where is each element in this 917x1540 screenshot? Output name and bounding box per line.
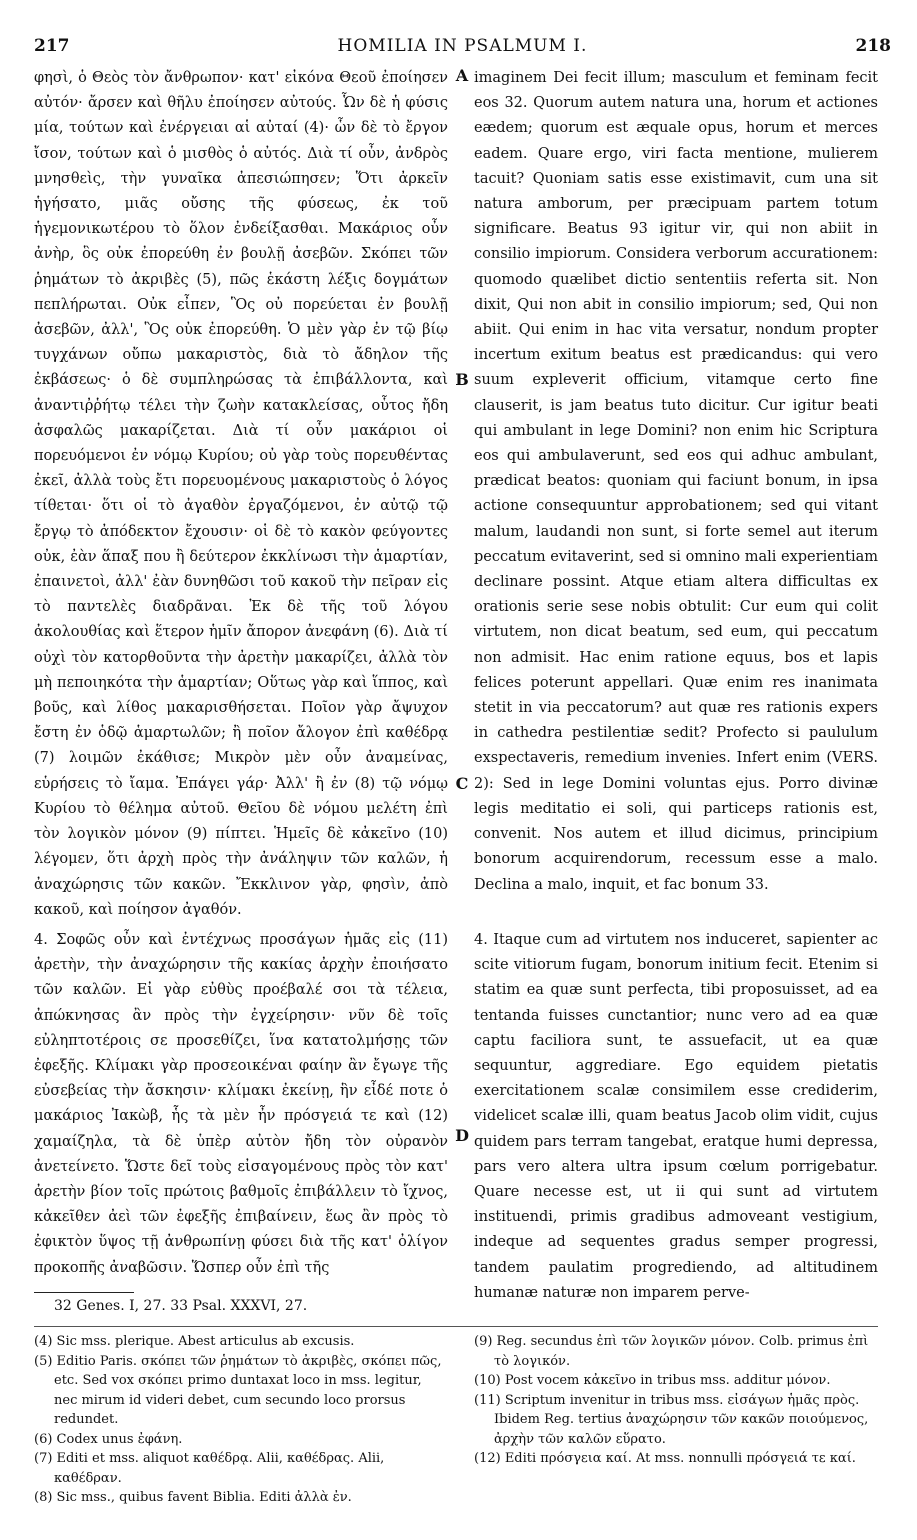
scripture-references: 32 Genes. I, 27. 33 Psal. XXXVI, 27.	[54, 1298, 308, 1314]
footnote-10: (10) Post vocem κἀκεῖνο in tribus mss. additur μόνον.	[474, 1373, 831, 1388]
latin-paragraph-4: 4. Itaque cum ad virtutem nos induceret, sapienter ac scite vitiorum fugam, bonorum initium fecit. Etenim si statim ea quæ sunt perfecta, tibi proposuisset, ad ea tentanda fuisses cunctantior; nunc vero ad ea quæ captu faciliora sunt, te assuefacit, ut ea quæ sequuntur, aggrediare. Ego equidem pietatis exercitationem scalæ consimilem esse crediderim, videlicet scalæ illi, quam beatus Jacob olim vidit, cujus quidem pars terram tangebat, eratque humi depressa, pars vero altera ultra ipsum cœlum porrigebatur. Quare necesse est, ut ii qui sunt ad virtutem instituendi, primis gradibus admoveant vestigium, indeque ad sequentes gradus semper progressi, tandem paulatim progrediendo, ad altitudinem humanæ naturæ non imparem perve-	[474, 932, 878, 1301]
footnote-7: (7) Editi et mss. aliquot καθέδρᾳ. Alii, καθέδρας. Alii, καθέδραν.	[34, 1451, 385, 1486]
footnote-8: (8) Sic mss., quibus favent Biblia. Editi ἀλλὰ ἐν.	[34, 1490, 352, 1505]
latin-column-top	[474, 66, 878, 898]
footnote-4: (4) Sic mss. plerique. Abest articulus ab excusis.	[34, 1334, 355, 1349]
margin-marker-b: B	[455, 370, 469, 389]
page-header	[34, 36, 891, 60]
footnotes-rule	[34, 1326, 878, 1327]
greek-paragraph-4: 4. Σοφῶς οὖν καὶ ἐντέχνως προσάγων ἡμᾶς εἰς (11) ἀρετὴν, τὴν ἀναχώρησιν τῆς κακίας ἀρχὴν ἐποιήσατο τῶν καλῶν. Εἰ γὰρ εὐθὺς προέβαλέ σοι τὰ τέλεια, ἀπώκνησας ἂν πρὸς τὴν ἐγχείρησιν· νῦν δὲ τοῖς εὐληπτοτέροις σε προσεθίζει, ἵνα κατατολμήσῃς τῶν ἐφεξῆς. Κλίμακι γὰρ προσεοικέναι φαίην ἂν ἔγωγε τῆς εὐσεβείας τὴν ἄσκησιν· κλίμακι ἐκείνῃ, ἣν εἶδέ ποτε ὁ μακάριος Ἰακὼβ, ἧς τὰ μὲν ἦν πρόσγειά τε καὶ (12) χαμαίζηλα, τὰ δὲ ὑπὲρ αὐτὸν ἤδη τὸν οὐρανὸν ἀνετείνετο. Ὥστε δεῖ τοὺς εἰσαγομένους πρὸς τὸν κατ' ἀρετὴν βίον τοῖς πρώτοις βαθμοῖς ἐπιβάλλειν τὸ ἴχνος, κἀκεῖθεν ἀεὶ τῶν ἐφεξῆς ἐπιβαίνειν, ἕως ἂν πρὸς τὸ ἐφικτὸν ὕψος τῇ ἀνθρωπίνῃ φύσει διὰ τῆς κατ' ὀλίγον προκοπῆς ἀναβῶσιν. Ὥσπερ οὖν ἐπὶ τῆς	[34, 932, 448, 1276]
latin-column-bottom	[474, 928, 878, 1306]
footnote-5: (5) Editio Paris. σκόπει τῶν ῥημάτων τὸ ἀκριβὲς, σκόπει πῶς, etc. Sed vox σκόπει primo duntaxat loco in mss. legitur, nec mirum id videri debet, cum secundo loco prorsus redundet.	[34, 1353, 442, 1427]
page-number-left: 217	[34, 36, 70, 56]
greek-paragraph-3: φησὶ, ὁ Θεὸς τὸν ἄνθρωπον· κατ' εἰκόνα Θεοῦ ἐποίησεν αὐτόν· ἄρσεν καὶ θῆλυ ἐποίησεν αὐτούς. Ὧν δὲ ἡ φύσις μία, τούτων καὶ ἐνέργειαι αἱ αὐταί (4)· ὧν δὲ τὸ ἔργον ἴσον, τούτων καὶ ὁ μισθὸς ὁ αὐτός. Διὰ τί οὖν, ἀνδρὸς μνησθεὶς, τὴν γυναῖκα ἀπεσιώπησεν; Ὅτι ἀρκεῖν ἡγήσατο, μιᾶς οὔσης τῆς φύσεως, ἐκ τοῦ ἡγεμονικωτέρου τὸ ὅλον ἐνδείξασθαι. Μακάριος οὖν ἀνὴρ, ὃς οὐκ ἐπορεύθη ἐν βουλῇ ἀσεβῶν. Σκόπει τῶν ῥημάτων τὸ ἀκριβὲς (5), πῶς ἑκάστη λέξις δογμάτων πεπλήρωται. Οὐκ εἶπεν, Ὃς οὐ πορεύεται ἐν βουλῇ ἀσεβῶν, ἀλλ', Ὃς οὐκ ἐπορεύθη. Ὁ μὲν γὰρ ἐν τῷ βίῳ τυγχάνων οὔπω μακαριστὸς, διὰ τὸ ἄδηλον τῆς ἐκβάσεως· ὁ δὲ συμπληρώσας τὰ ἐπιβάλλοντα, καὶ ἀναντιῤῥήτῳ τέλει τὴν ζωὴν κατακλείσας, οὗτος ἤδη ἀσφαλῶς μακαρίζεται. Διὰ τί οὖν μακάριοι οἱ πορευόμενοι ἐν νόμῳ Κυρίου; οὐ γὰρ τοὺς πορευθέντας ἐκεῖ, ἀλλὰ τοὺς ἔτι πορευομένους μακαριστοὺς ὁ λόγος τίθεται· ὅτι οἱ τὸ ἀγαθὸν ἐργαζόμενοι, ἐν αὐτῷ τῷ ἔργῳ τὸ ἀπόδεκτον ἔχουσιν· οἱ δὲ τὸ κακὸν φεύγοντες οὐκ, ἐὰν ἅπαξ που ἢ δεύτερον ἐκκλίνωσι τὴν ἁμαρτίαν, ἐπαινετοὶ, ἀλλ' ἐὰν δυνηθῶσι τοῦ κακοῦ τὴν πεῖραν εἰς τὸ παντελὲς διαδρᾶναι. Ἐκ δὲ τῆς τοῦ λόγου ἀκολουθίας καὶ ἕτερον ἡμῖν ἄπορον ἀνεφάνη (6). Διὰ τί οὐχὶ τὸν κατορθοῦντα τὴν ἀρετὴν μακαρίζει, ἀλλὰ τὸν μὴ πεποιηκότα τὴν ἁμαρτίαν; Οὕτως γὰρ καὶ ἵππος, καὶ βοῦς, καὶ λίθος μακαρισθήσεται. Ποῖον γὰρ ἄψυχον ἔστη ἐν ὁδῷ ἁμαρτωλῶν; ἢ ποῖον ἄλογον ἐπὶ καθέδρᾳ (7) λοιμῶν ἐκάθισε; Μικρὸν μὲν οὖν ἀναμείνας, εὑρήσεις τὸ ἴαμα. Ἐπάγει γάρ· Ἀλλ' ἢ ἐν (8) τῷ νόμῳ Κυρίου τὸ θέλημα αὐτοῦ. Θεῖου δὲ νόμου μελέτη ἐπὶ τὸν λογικὸν μόνον (9) πίπτει. Ἡμεῖς δὲ κἀκεῖνο (10) λέγομεν, ὅτι ἀρχὴ πρὸς τὴν ἀνάληψιν τῶν καλῶν, ἡ ἀναχώρησις τῶν κακῶν. Ἔκκλινον γὰρ, φησὶν, ἀπὸ κακοῦ, καὶ ποίησον ἀγαθόν.	[34, 70, 448, 918]
page-number-right: 218	[855, 36, 891, 56]
greek-column-top	[34, 66, 448, 923]
running-title: HOMILIA IN PSALMUM I.	[337, 36, 588, 56]
latin-paragraph-3: imaginem Dei fecit illum; masculum et feminam fecit eos 32. Quorum autem natura una, horum et actiones eædem; quorum est æquale opus, horum et merces eadem. Quare ergo, viri facta mentione, mulierem tacuit? Quoniam satis esse existimavit, cum una sit natura amborum, per præcipuam partem totum significare. Beatus 93 igitur vir, qui non abiit in consilio impiorum. Considera verborum accurationem: quomodo quælibet dictio sententiis referta sit. Non dixit, Qui non abit in consilio impiorum; sed, Qui non abiit. Qui enim in hac vita versatur, nondum propter incertum exitum beatus est prædicandus: qui vero suum expleverit officium, vitamque certo fine clauserit, is jam beatus tuto dicitur. Cur igitur beati qui ambulant in lege Domini? non enim hic Scriptura eos qui ambulaverunt, sed eos qui adhuc ambulant, prædicat beatos: quoniam qui faciunt bonum, in ipsa actione consequuntur approbationem; sed qui vitant malum, laudandi non sunt, si forte semel aut iterum peccatum evitaverint, sed si omnino mali experientiam declinare possint. Atque etiam altera difficultas ex orationis serie sese nobis obtulit: Cur eum qui colit virtutem, non dicat beatum, sed eum, qui peccatum non admisit. Hac enim ratione equus, bos et lapis felices poterunt appellari. Quæ enim res inanimata stetit in via peccatorum? aut quæ res rationis expers in cathedra pestilentiæ sedit? Profecto si paululum exspectaveris, remedium invenies. Infert enim (VERS. 2): Sed in lege Domini voluntas ejus. Porro divinæ legis meditatio ei soli, qui particeps rationis est, convenit. Nos autem et illud dicimus, principium bonorum acquirendorum, recessum esse a malo. Declina a malo, inquit, et fac bonum 33.	[474, 70, 878, 893]
margin-marker-a: A	[455, 66, 469, 85]
footnote-6: (6) Codex unus ἐφάνη.	[34, 1431, 183, 1447]
footnote-12: (12) Editi πρόσγεια καί. At mss. nonnulli πρόσγειά τε καί.	[474, 1451, 856, 1466]
margin-marker-d: D	[455, 1126, 469, 1145]
footnote-9: (9) Reg. secundus ἐπὶ τῶν λογικῶν μόνον. Colb. primus ἐπὶ τὸ λογικόν.	[474, 1334, 869, 1369]
scripture-refs-rule	[34, 1292, 134, 1293]
footnote-11: (11) Scriptum invenitur in tribus mss. εἰσάγων ἡμᾶς πρὸς. Ibidem Reg. tertius ἀναχώρησιν τῶν κακῶν ποιούμενος, ἀρχὴν τῶν καλῶν εὕρατο.	[474, 1392, 869, 1447]
footnotes-right	[474, 1332, 878, 1469]
margin-marker-c: C	[455, 774, 469, 793]
greek-column-bottom	[34, 928, 448, 1281]
footnotes-left	[34, 1332, 448, 1508]
